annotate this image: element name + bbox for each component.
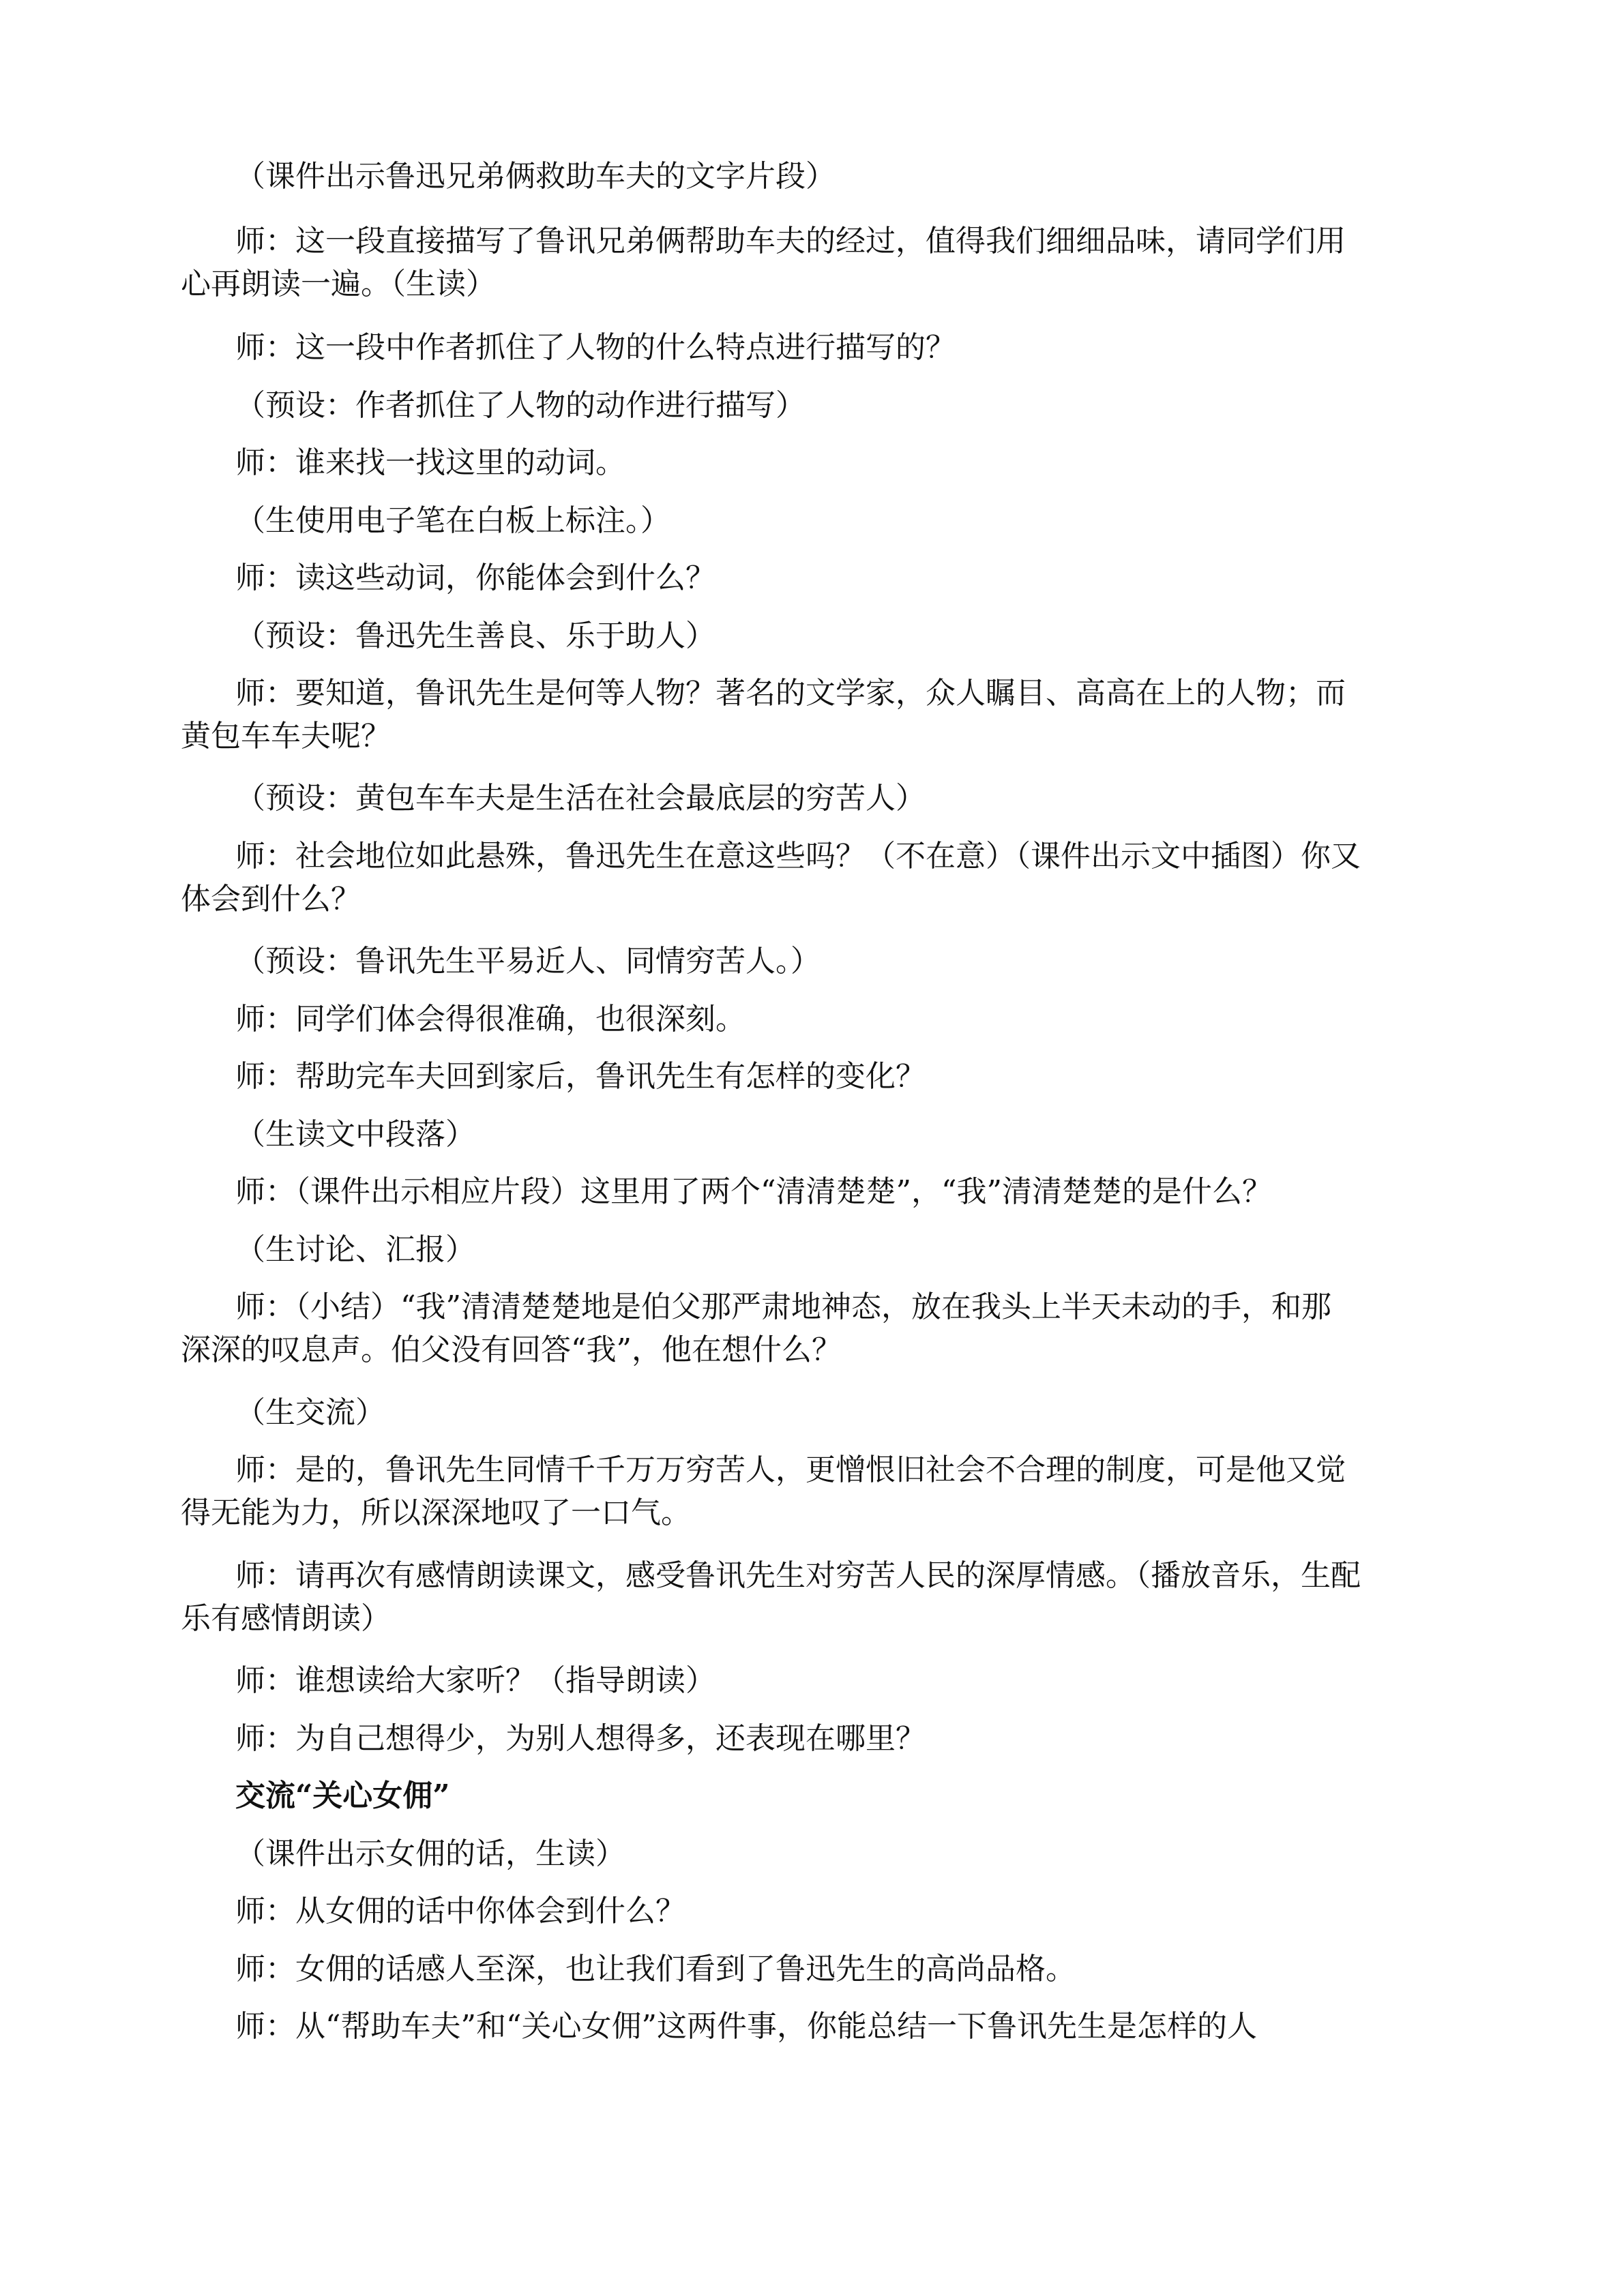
paragraph-preset-action: （预设：作者抓住了人物的动作进行描写）: [235, 388, 806, 423]
paragraph-preset-approachable: （预设：鲁讯先生平易近人、同情穷苦人。）: [235, 944, 821, 979]
paragraph-teacher-maid-moving: 师：女佣的话感人至深，也让我们看到了鲁迅先生的高尚品格。: [235, 1952, 1076, 1986]
paragraph-student-annotate: （生使用电子笔在白板上标注。）: [235, 503, 670, 538]
paragraph-teacher-read-verbs: 师：读这些动词，你能体会到什么？: [235, 561, 715, 595]
paragraph-courseware-maid: （课件出示女佣的话，生读）: [235, 1836, 625, 1871]
paragraph-preset-rickshaw: （预设：黄包车车夫是生活在社会最底层的穷苦人）: [235, 781, 926, 816]
paragraph-teacher-change: 师：帮助完车夫回到家后，鲁讯先生有怎样的变化？: [235, 1059, 926, 1094]
paragraph-teacher-direct-description: 师：这一段直接描写了鲁讯兄弟俩帮助车夫的经过，值得我们细细品味，请同学们用: [235, 224, 1346, 258]
paragraph-teacher-maid-words: 师：从女佣的话中你体会到什么？: [235, 1894, 685, 1928]
paragraph-student-discuss: （生讨论、汇报）: [235, 1232, 475, 1267]
paragraph-teacher-social-status: 师：社会地位如此悬殊，鲁迅先生在意这些吗？（不在意）（课件出示文中插图）你又: [235, 839, 1361, 874]
paragraph-student-read: （生读文中段落）: [235, 1117, 475, 1152]
paragraph-teacher-feature-question: 师：这一段中作者抓住了人物的什么特点进行描写的？: [235, 330, 956, 365]
paragraph-teacher-summarize-person: 师：从“帮助车夫”和“关心女佣”这两件事，你能总结一下鲁讯先生是怎样的人: [235, 2009, 1257, 2044]
paragraph-teacher-who-reads: 师：谁想读给大家听？（指导朗读）: [235, 1663, 715, 1698]
paragraph-teacher-summary: 师：（小结）“我”清清楚楚地是伯父那严肃地神态，放在我头上半天未动的手，和那: [235, 1289, 1331, 1324]
paragraph-teacher-direct-description-cont: 心再朗读一遍。（生读）: [181, 267, 496, 301]
paragraph-courseware-rescue: （课件出示鲁迅兄弟俩救助车夫的文字片段）: [235, 159, 836, 194]
paragraph-teacher-summary-cont: 深深的叹息声。伯父没有回答“我”，他在想什么？: [181, 1332, 842, 1367]
paragraph-teacher-where-else: 师：为自己想得少，为别人想得多，还表现在哪里？: [235, 1721, 926, 1756]
section-heading-care-maid: 交流“关心女佣”: [235, 1778, 450, 1813]
paragraph-student-exchange: （生交流）: [235, 1395, 385, 1430]
paragraph-teacher-read-again: 师：请再次有感情朗读课文，感受鲁讯先生对穷苦人民的深厚情感。（播放音乐，生配: [235, 1558, 1361, 1593]
paragraph-teacher-accurate: 师：同学们体会得很准确，也很深刻。: [235, 1002, 745, 1037]
paragraph-teacher-read-again-cont: 乐有感情朗读）: [181, 1601, 391, 1636]
paragraph-teacher-who-is-luxun-cont: 黄包车车夫呢？: [181, 719, 391, 754]
paragraph-teacher-find-verbs: 师：谁来找一找这里的动词。: [235, 445, 625, 480]
paragraph-teacher-clear: 师：（课件出示相应片段）这里用了两个“清清楚楚”，“我”清清楚楚的是什么？: [235, 1174, 1272, 1209]
paragraph-teacher-sympathy: 师：是的，鲁讯先生同情千千万万穷苦人，更憎恨旧社会不合理的制度，可是他又觉: [235, 1452, 1346, 1487]
paragraph-teacher-who-is-luxun: 师：要知道，鲁讯先生是何等人物？著名的文学家，众人瞩目、高高在上的人物；而: [235, 676, 1346, 711]
paragraph-teacher-sympathy-cont: 得无能为力，所以深深地叹了一口气。: [181, 1495, 691, 1530]
paragraph-preset-kind: （预设：鲁迅先生善良、乐于助人）: [235, 618, 715, 653]
paragraph-teacher-social-status-cont: 体会到什么？: [181, 882, 361, 916]
